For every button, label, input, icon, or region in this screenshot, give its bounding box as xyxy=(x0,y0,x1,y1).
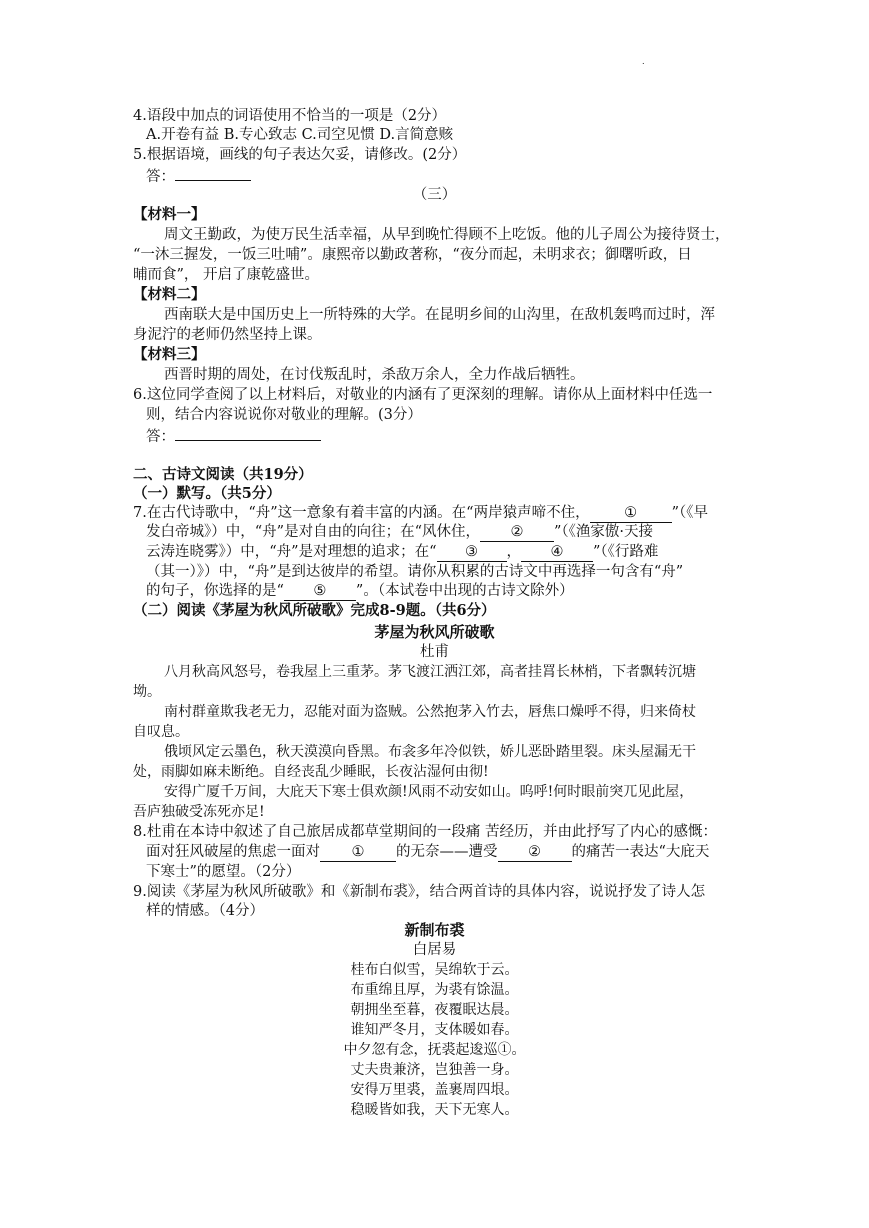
question-4: 4.语段中加点的词语使用不恰当的一项是（2分） xyxy=(133,108,447,124)
material-3-title: 【材料三】 xyxy=(133,346,206,363)
blank-2[interactable]: ② xyxy=(480,524,554,542)
question-7-line-5: 的句子，你选择的是“ ⑤ ”。（本试卷中出现的古诗文除外） xyxy=(146,583,574,599)
poem-1-title: 茅屋为秋风所破歌 xyxy=(374,623,495,641)
poem-1-para-3-line-2: 处，雨脚如麻未断绝。自经丧乱少睡眠，长夜沾湿何由彻! xyxy=(133,764,489,780)
header-mark: . xyxy=(642,57,645,66)
question-7-line-4: （其一）》）中，“舟”是到达彼岸的希望。请你从积累的古诗文中再选择一句含有“舟” xyxy=(146,564,684,580)
question-4-options: A.开卷有益 B.专心致志 C.司空见惯 D.言简意赅 xyxy=(146,127,454,143)
poem-2-line: 桂布白似雪，吴绵软于云。 xyxy=(350,962,519,978)
answer-label: 答： xyxy=(146,429,175,445)
poem-1-para-1-line-1: 八月秋高风怒号，卷我屋上三重茅。茅飞渡江洒江郊，高者挂罥长林梢，下者飘转沉塘 xyxy=(164,664,696,680)
question-9-line-2: 样的情感。（4分） xyxy=(146,903,264,919)
question-7-line-1: 7.在古代诗歌中，“舟”这一意象有着丰富的内涵。在“两岸猿声啼不住， ① ”（《早 xyxy=(133,505,708,521)
material-2-title: 【材料二】 xyxy=(133,286,206,303)
question-7-line-3: 云涛连晓雾》）中，“舟”是对理想的追求；在“ ③ ， ④ ”（《行路难 xyxy=(146,544,659,560)
material-3-line-1: 西晋时期的周处，在讨伐叛乱时，杀敌万余人，全力作战后牺牲。 xyxy=(164,367,585,383)
blank-1[interactable]: ① xyxy=(590,505,672,523)
poem-1-para-4-line-2: 吾庐独破受冻死亦足! xyxy=(133,804,265,820)
blank-2[interactable]: ② xyxy=(498,844,572,862)
material-2-line-2: 身泥泞的老师仍然坚持上课。 xyxy=(133,327,322,343)
material-1-line-2: “一沐三握发，一饭三吐哺”。康熙帝以勤政著称，“夜分而起，未明求衣；御曙听政，日 xyxy=(133,247,692,263)
poem-1-para-3-line-1: 俄顷风定云墨色，秋天漠漠向昏黑。布衾多年冷似铁，娇儿恶卧踏里裂。床头屋漏无干 xyxy=(164,744,696,760)
poem-1-para-4-line-1: 安得广厦千万间，大庇天下寒士俱欢颜!风雨不动安如山。呜呼!何时眼前突兀见此屋， xyxy=(164,784,694,800)
material-1-line-1: 周文王勤政，为使万民生活幸福，从早到晚忙得顾不上吃饭。他的儿子周公为接待贤士， xyxy=(164,227,730,243)
question-6-line-1: 6.这位同学查阅了以上材料后，对敬业的内涵有了更深刻的理解。请你从上面材料中任选一 xyxy=(133,387,713,403)
answer-label: 答： xyxy=(146,169,175,185)
answer-line[interactable] xyxy=(175,425,321,441)
poem-2-line: 中夕忽有念，抚裘起逡巡①。 xyxy=(343,1042,526,1058)
subsection-2-heading: （二）阅读《茅屋为秋风所破歌》完成8-9题。（共6分） xyxy=(133,602,496,619)
poem-1-para-2-line-1: 南村群童欺我老无力，忍能对面为盗贼。公然抱茅入竹去，唇焦口燥呼不得，归来倚杖 xyxy=(164,704,696,720)
question-8-line-1: 8.杜甫在本诗中叙述了自己旅居成都草堂期间的一段痛 苦经历，并由此抒写了内心的感慨： xyxy=(133,824,717,840)
poem-2-line: 布重绵且厚，为裘有馀温。 xyxy=(350,982,519,998)
question-8-line-2: 面对狂风破屋的焦虑一面对 ① 的无奈——遭受 ② 的痛苦一表达“大庇天 xyxy=(146,844,710,860)
blank-4[interactable]: ④ xyxy=(521,544,593,562)
poem-1-author: 杜甫 xyxy=(420,644,449,660)
question-5: 5.根据语境，画线的句子表达欠妥，请修改。(2分） xyxy=(133,147,467,163)
question-8-line-3: 下寒士”的愿望。（2分） xyxy=(146,864,301,880)
material-2-line-1: 西南联大是中国历史上一所特殊的大学。在昆明乡间的山沟里，在敌机轰鸣而过时，浑 xyxy=(164,307,715,323)
poem-2-line: 安得万里裘，盖裹周四垠。 xyxy=(350,1082,519,1098)
poem-2-line: 朝拥坐至暮，夜覆眠达晨。 xyxy=(350,1002,519,1018)
poem-2-line: 稳暖皆如我，天下无寒人。 xyxy=(350,1102,519,1118)
poem-2-title: 新制布裘 xyxy=(404,921,465,939)
question-6-line-2: 则，结合内容说说你对敬业的理解。(3分） xyxy=(146,407,422,423)
blank-1[interactable]: ① xyxy=(320,844,396,862)
blank-3[interactable]: ③ xyxy=(437,544,507,562)
poem-2-line: 谁知严冬月，支体暖如春。 xyxy=(350,1022,519,1038)
question-6-answer xyxy=(146,425,321,447)
question-5-answer xyxy=(146,165,251,187)
material-1-line-3: 晡而食”， 开启了康乾盛世。 xyxy=(133,267,320,283)
subsection-1-heading: （一）默写。（共5分） xyxy=(133,485,281,502)
blank-5[interactable]: ⑤ xyxy=(284,583,356,601)
part-2-heading: 二、古诗文阅读（共19分） xyxy=(133,466,313,483)
material-1-title: 【材料一】 xyxy=(133,206,206,223)
poem-1-para-2-line-2: 自叹息。 xyxy=(133,724,189,740)
answer-line[interactable] xyxy=(175,165,251,181)
question-7-line-2: 发白帝城》）中，“舟”是对自由的向往；在“风休住， ② ”（《渔家傲·天接 xyxy=(146,524,654,540)
section-3-heading: （三） xyxy=(412,187,457,203)
poem-2-line: 丈夫贵兼济，岂独善一身。 xyxy=(350,1062,519,1078)
poem-2-author: 白居易 xyxy=(412,942,457,958)
question-9-line-1: 9.阅读《茅屋为秋风所破歌》和《新制布裘》，结合两首诗的具体内容，说说抒发了诗人怎 xyxy=(133,884,706,900)
poem-1-para-1-line-2: 坳。 xyxy=(133,684,161,700)
